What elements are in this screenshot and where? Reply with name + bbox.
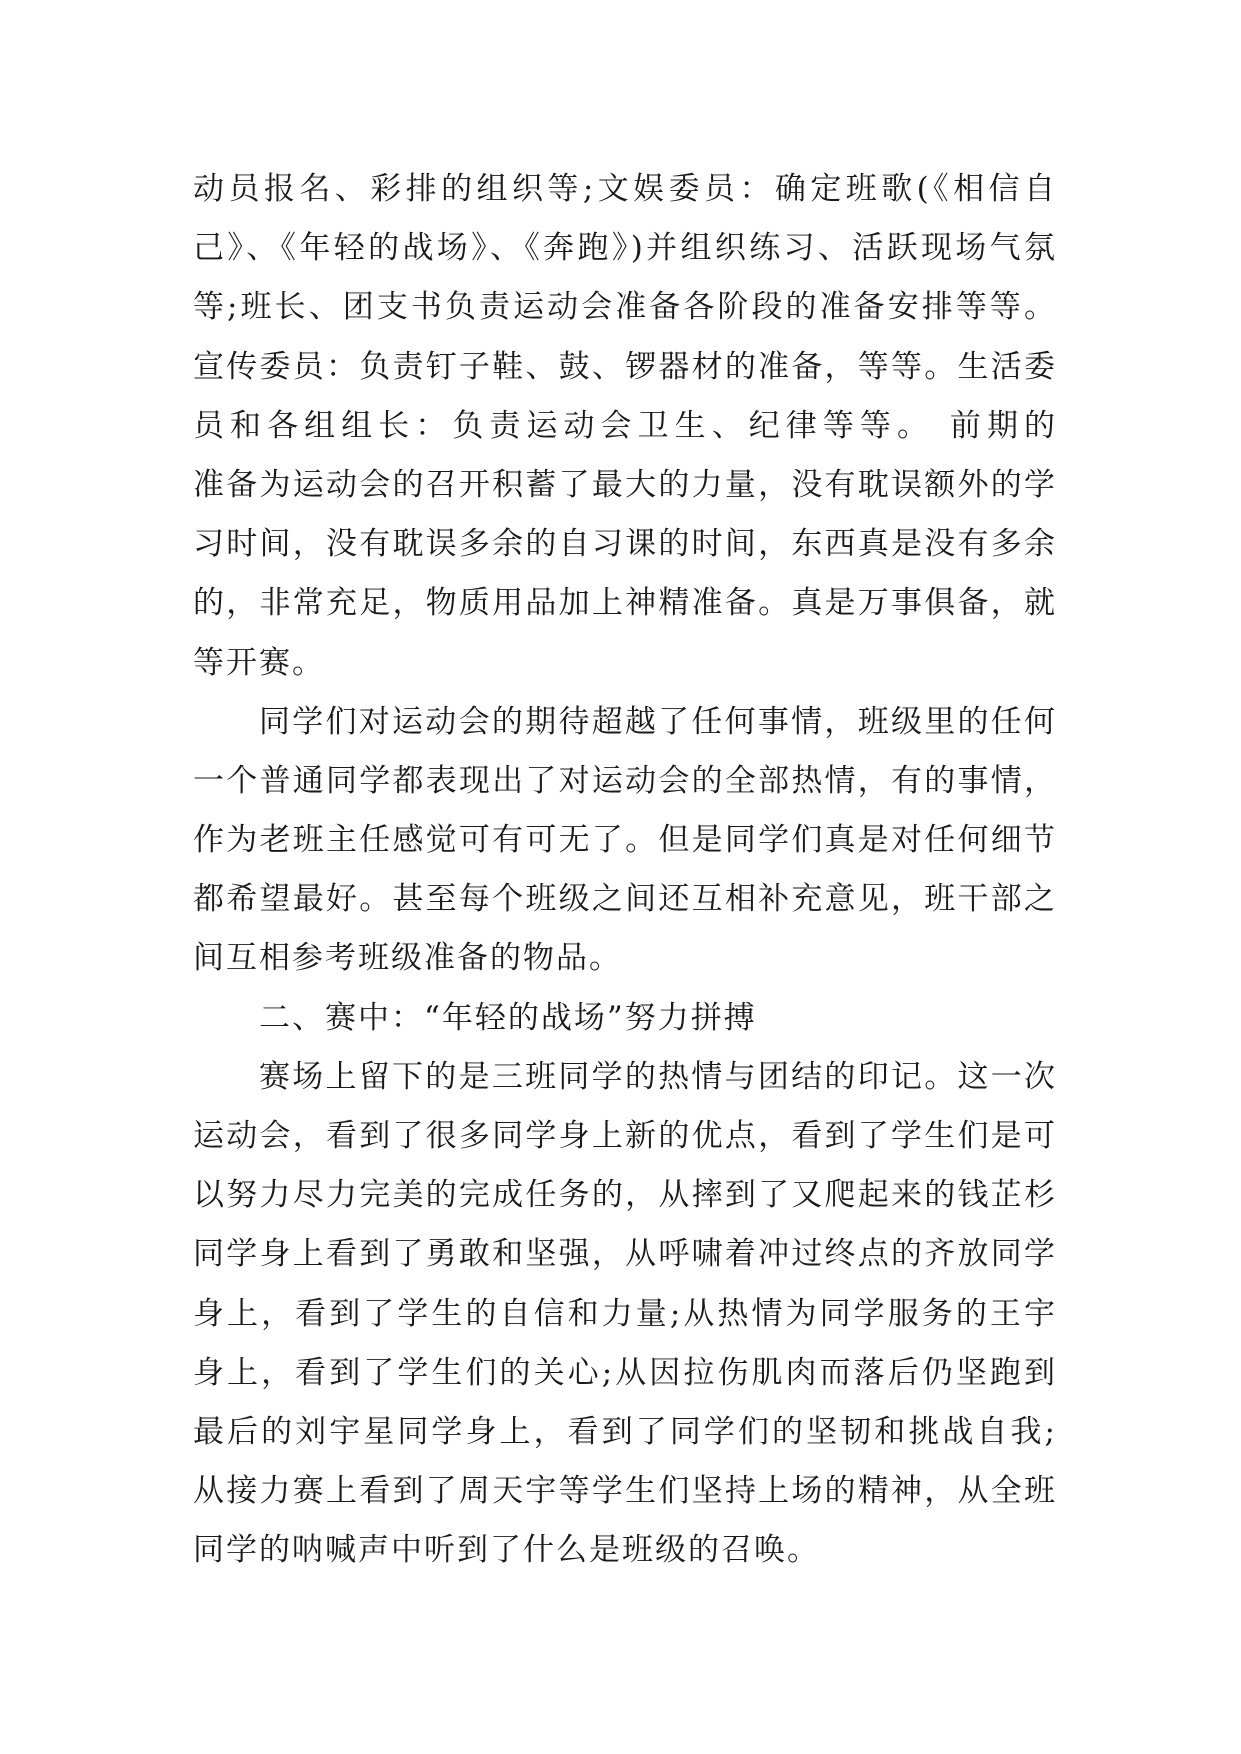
text-line: 同学身上看到了勇敢和坚强，从呼啸着冲过终点的齐放同学 [193,1236,1057,1273]
text-line: 都希望最好。甚至每个班级之间还互相补充意见，班干部之 [193,881,1057,918]
text-line: 等开赛。 [193,644,325,681]
text-line: 习时间，没有耽误多余的自习课的时间，东西真是没有多余 [193,526,1057,563]
text-line: 一个普通同学都表现出了对运动会的全部热情，有的事情， [193,762,1057,799]
text-line: 等;班长、团支书负责运动会准备各阶段的准备安排等等。 [193,289,1057,326]
text-line: 赛场上留下的是三班同学的热情与团结的印记。这一次 [259,1058,1057,1095]
text-line: 准备为运动会的召开积蓄了最大的力量，没有耽误额外的学 [193,466,1057,503]
text-line: 身上，看到了学生们的关心;从因拉伤肌肉而落后仍坚跑到 [193,1354,1057,1391]
text-line: 身上，看到了学生的自信和力量;从热情为同学服务的王宇 [193,1295,1057,1332]
text-line: 动员报名、彩排的组织等;文娱委员：确定班歌(《相信自 [193,171,1057,207]
text-line: 同学的呐喊声中听到了什么是班级的召唤。 [193,1532,820,1569]
document-body [193,160,1057,1581]
text-line: 运动会，看到了很多同学身上新的优点，看到了学生们是可 [193,1118,1057,1154]
text-line: 从接力赛上看到了周天宇等学生们坚持上场的精神，从全班 [193,1473,1057,1510]
text-line: 员和各组组长：负责运动会卫生、纪律等等。 前期的 [193,407,1057,444]
text-line: 同学们对运动会的期待超越了任何事情，班级里的任何 [259,703,1057,740]
text-line: 作为老班主任感觉可有可无了。但是同学们真是对任何细节 [193,822,1057,859]
text-line: 的，非常充足，物质用品加上神精准备。真是万事俱备，就 [193,585,1057,622]
text-line: 以努力尽力完美的完成任务的，从摔到了又爬起来的钱芷杉 [193,1177,1057,1214]
text-line: 二、赛中：“年轻的战场”努力拼搏 [259,999,757,1036]
text-line: 最后的刘宇星同学身上，看到了同学们的坚韧和挑战自我; [193,1413,1057,1450]
text-line: 间互相参考班级准备的物品。 [193,940,622,977]
text-line: 己》、《年轻的战场》、《奔跑》)并组织练习、活跃现场气氛 [193,230,1057,267]
text-line: 宣传委员：负责钉子鞋、鼓、锣器材的准备，等等。生活委 [193,348,1057,385]
